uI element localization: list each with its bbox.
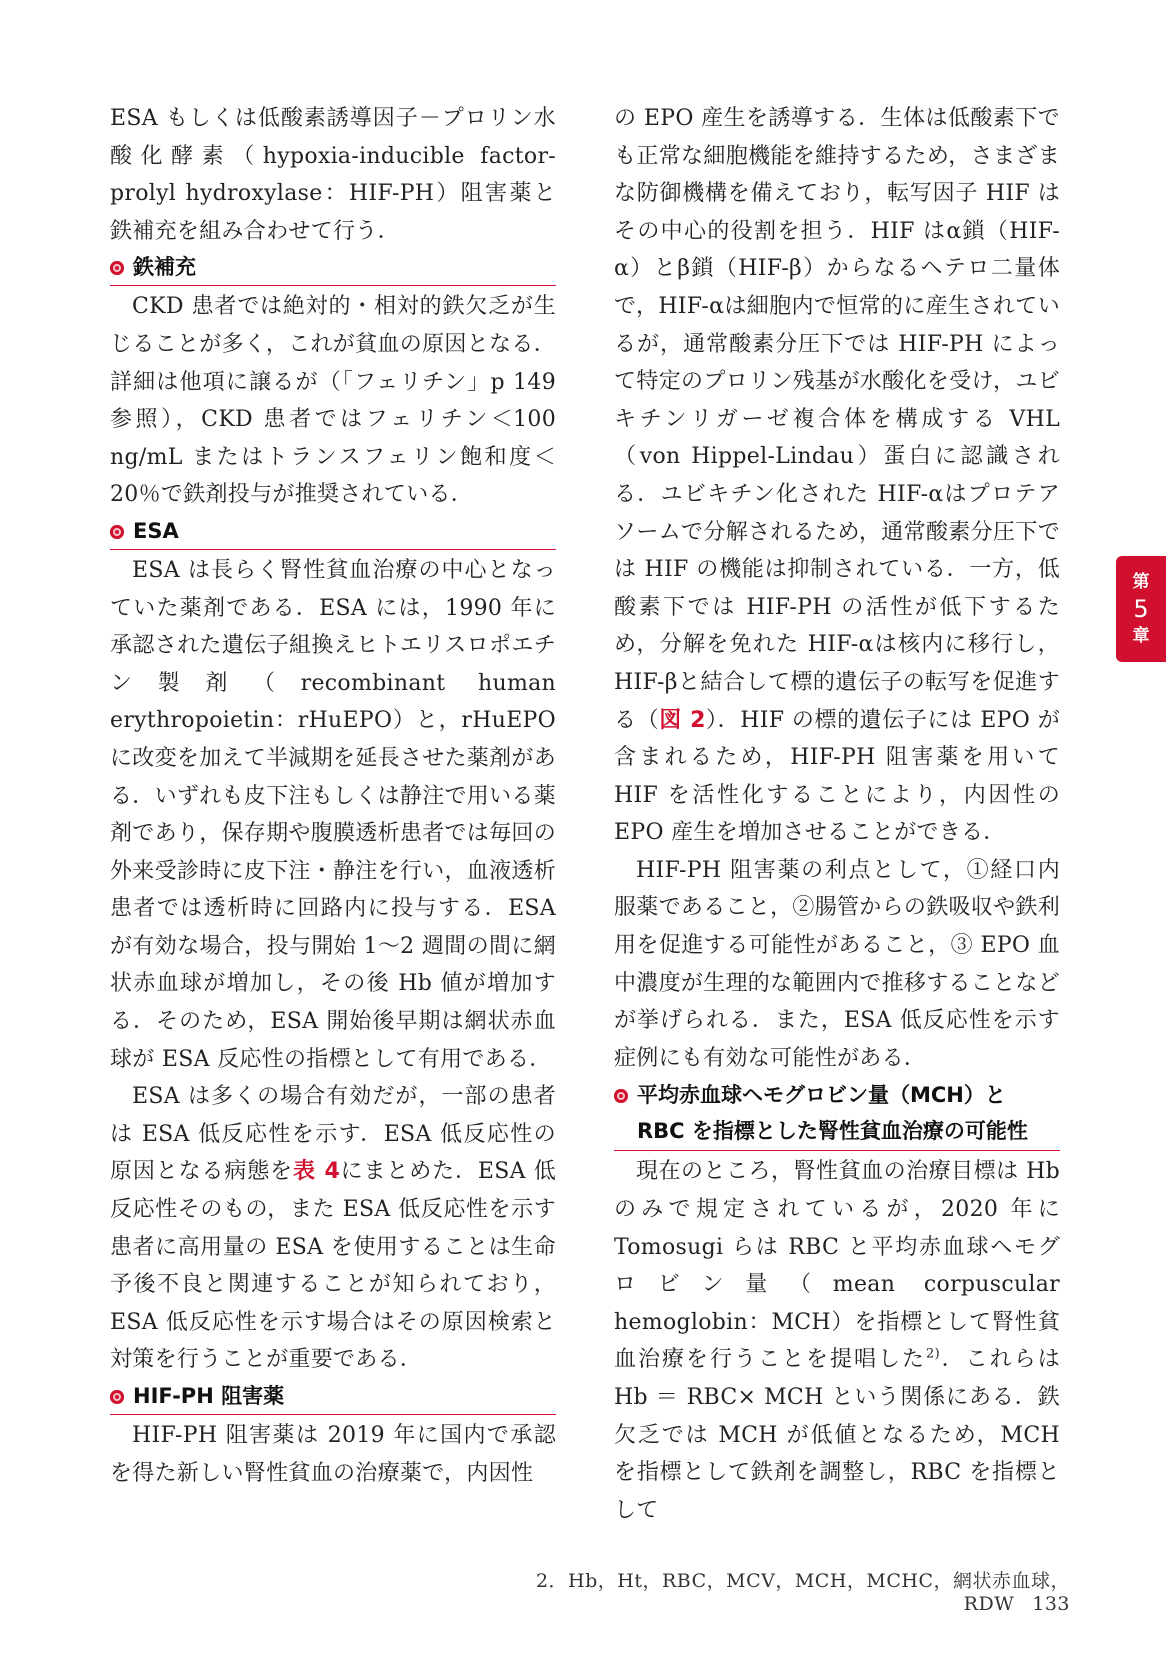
iron-heading-label: 鉄補充 [133, 255, 196, 280]
running-title: 2．Hb，Ht，RBC，MCV，MCH，MCHC，網状赤血球，RDW [535, 1570, 1070, 1615]
citation-superscript[interactable]: 2) [926, 1347, 940, 1363]
bullet-icon [614, 1089, 628, 1103]
mch-heading-line-2: RBC を指標とした腎性貧血治療の可能性 [637, 1119, 1028, 1144]
page-footer [430, 1566, 1070, 1615]
esa-paragraph-2 [110, 1078, 556, 1379]
hifph-paragraph: HIF-PH 阻害薬は 2019 年に国内で承認を得た新しい腎性貧血の治療薬で，内因性 [110, 1423, 556, 1486]
mch-paragraph-text: 現在のところ，腎性貧血の治療目標は Hb のみで規定されているが，2020 年に Tomosugi らは RBC と平均赤血球ヘモグロビン量（mean corpuscular hemoglobin：MCH）を指標として腎性貧血治療を行うことを提唱した [614, 1159, 1060, 1373]
bullet-icon [110, 261, 124, 275]
left-column [110, 100, 556, 1492]
hifph-section-heading [110, 1379, 556, 1415]
mch-section-heading [614, 1077, 1060, 1151]
table-reference-link[interactable]: 表 4 [293, 1159, 341, 1185]
esa-paragraph-2-text: ESA は多くの場合有効だが，一部の患者は ESA 低反応性を示す．ESA 低反応性の原因となる病態を [110, 1084, 556, 1185]
hif-mechanism-text: の EPO 産生を誘導する．生体は低酸素下でも正常な細胞機能を維持するため，さまざまな防御機構を備えており，転写因子 HIF はその中心的役割を担う．HIF はα鎖（HIF-α）とβ鎖（HIF-β）からなるヘテロ二量体で，HIF-αは細胞内で恒常的に産生されているが，通常酸素分圧下では HIF-PH によって特定のプロリン残基が水酸化を受け，ユビキチンリガーゼ複合体を構成する VHL（von Hippel-Lindau）蛋白に認識される．ユビキチン化された HIF-αはプロテアソームで分解されるため，通常酸素分圧下では HIF の機能は抑制されている．一方，低酸素下では HIF-PH の活性が低下するため，分解を免れた HIF-αは核内に移行し，HIF-βと結合して標的遺伝子の転写を促進する（ [614, 106, 1060, 733]
mch-paragraph-text: ．これらは Hb ＝ RBC× MCH という関係にある．鉄欠乏では MCH が低値となるため，MCH を指標として鉄剤を調整し，RBC を指標として [614, 1347, 1060, 1523]
iron-section-heading [110, 250, 556, 286]
chapter-tab-prefix: 第 [1132, 572, 1150, 592]
iron-paragraph: CKD 患者では絶対的・相対的鉄欠乏が生じることが多く，これが貧血の原因となる．詳細は他項に譲るが（「フェリチン」p 149 参照），CKD 患者ではフェリチン＜100 ng/mL またはトランスフェリン飽和度＜20％で鉄剤投与が推奨されている． [110, 294, 556, 508]
esa-heading-label: ESA [133, 518, 179, 543]
bullet-icon [110, 525, 124, 539]
advantages-paragraph: HIF-PH 阻害薬の利点として，①経口内服薬であること，②腸管からの鉄吸収や鉄利用を促進する可能性があること，③ EPO 血中濃度が生理的な範囲内で推移することなどが挙げられる．また，ESA 低反応性を示す症例にも有効な可能性がある． [614, 857, 1061, 1071]
page-number: 133 [1032, 1593, 1070, 1615]
chapter-tab[interactable] [1116, 556, 1166, 662]
bullet-icon [110, 1390, 124, 1404]
figure-reference-link[interactable]: 図 2 [659, 707, 706, 733]
right-column [614, 100, 1060, 1529]
esa-section-heading [110, 514, 556, 550]
esa-paragraph-1: ESA は長らく腎性貧血治療の中心となっていた薬剤である．ESA には，1990 年に承認された遺伝子組換えヒトエリスロポエチン製剤（recombinant human erythropoietin：rHuEPO）と，rHuEPO に改変を加えて半減期を延長させた薬剤がある．いずれも皮下注もしくは静注で用いる薬剤であり，保存期や腹膜透析患者では毎回の外来受診時に皮下注・静注を行い，血液透析患者では透析時に回路内に投与する．ESA が有効な場合，投与開始 1～2 週間の間に網状赤血球が増加し，その後 Hb 値が増加する．そのため，ESA 開始後早期は網状赤血球が ESA 反応性の指標として有用である． [110, 557, 557, 1072]
hif-mechanism-text: ）．HIF の標的遺伝子には EPO が含まれるため，HIF-PH 阻害薬を用いて HIF を活性化することにより，内因性の EPO 産生を増加させることができる． [614, 707, 1060, 846]
hif-mechanism-paragraph [614, 100, 1060, 852]
mch-heading-line-1: 平均赤血球ヘモグロビン量（MCH）と [637, 1083, 1006, 1108]
esa-paragraph-2-text: にまとめた．ESA 低反応性そのもの，また ESA 低反応性を示す患者に高用量の ESA を使用することは生命予後不良と関連することが知られており，ESA 低反応性を示す場合はその原因検索と対策を行うことが重要である． [110, 1159, 556, 1373]
chapter-tab-suffix: 章 [1132, 626, 1150, 646]
mch-paragraph [614, 1153, 1060, 1529]
intro-paragraph: ESA もしくは低酸素誘導因子－プロリン水酸化酵素（hypoxia-inducible factor-prolyl hydroxylase：HIF-PH）阻害薬と鉄補充を組み合わせて行う． [110, 106, 556, 244]
chapter-tab-number: 5 [1133, 595, 1149, 623]
hifph-heading-label: HIF-PH 阻害薬 [133, 1384, 285, 1408]
